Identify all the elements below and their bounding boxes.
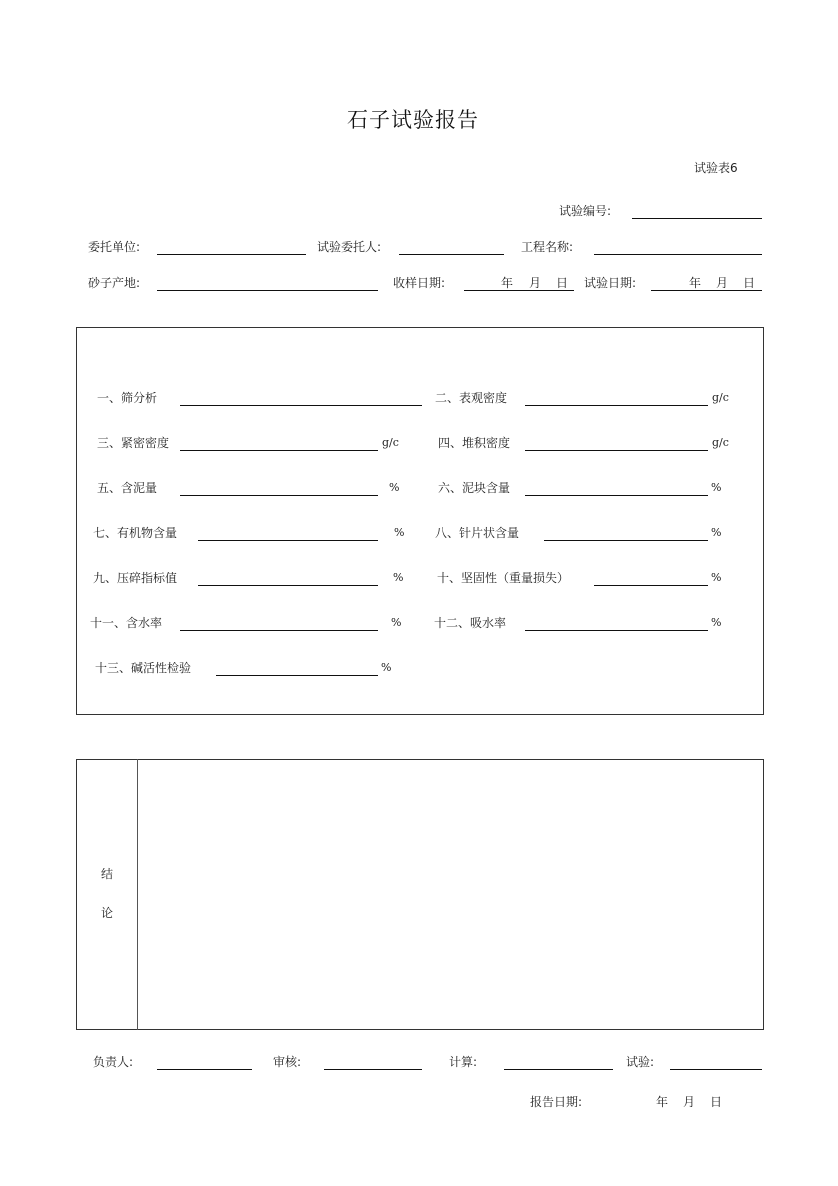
test-date-label: 试验日期: [584, 276, 637, 290]
test-unit-moisture-content: % [391, 616, 402, 629]
test-unit-apparent-density: g/c [712, 391, 729, 404]
test-no-field[interactable] [632, 218, 762, 219]
responsible-label: 负责人: [93, 1055, 134, 1069]
calculation-label: 计算: [449, 1055, 478, 1069]
test-label-apparent-density: 二、表观密度 [435, 391, 508, 405]
test-date-month: 月 [716, 276, 729, 290]
test-field-organic-content[interactable] [198, 540, 378, 541]
test-field-clay-lump[interactable] [525, 495, 708, 496]
test-label-clay-lump: 六、泥块含量 [438, 481, 511, 495]
sample-date-day: 日 [556, 276, 569, 290]
sample-date-label: 收样日期: [393, 276, 446, 290]
test-field-flaky-particles[interactable] [544, 540, 708, 541]
test-label-water-absorption: 十二、吸水率 [434, 616, 507, 630]
test-label-mud-content: 五、含泥量 [97, 481, 158, 495]
test-unit-soundness: % [711, 571, 722, 584]
test-label-compact-density: 三、紧密密度 [97, 436, 170, 450]
project-name-field[interactable] [594, 254, 762, 255]
reviewer-label: 审核: [273, 1055, 302, 1069]
calculation-field[interactable] [504, 1069, 613, 1070]
sand-origin-field[interactable] [157, 290, 378, 291]
reviewer-field[interactable] [324, 1069, 422, 1070]
conclusion-text-area[interactable] [140, 762, 760, 1026]
test-label-moisture-content: 十一、含水率 [90, 616, 163, 630]
test-unit-alkali-activity: % [381, 661, 392, 674]
test-date-day: 日 [743, 276, 756, 290]
tester-field[interactable] [670, 1069, 762, 1070]
sample-date-month: 月 [529, 276, 542, 290]
test-client-field[interactable] [399, 254, 504, 255]
test-field-crushing-index[interactable] [198, 585, 378, 586]
test-field-alkali-activity[interactable] [216, 675, 378, 676]
test-field-compact-density[interactable] [180, 450, 378, 451]
test-field-mud-content[interactable] [180, 495, 378, 496]
test-label-crushing-index: 九、压碎指标值 [93, 571, 178, 585]
test-label-sieve: 一、筛分析 [97, 391, 158, 405]
test-date-year: 年 [689, 276, 702, 290]
report-date-day: 日 [710, 1095, 723, 1109]
client-unit-field[interactable] [157, 254, 306, 255]
test-unit-flaky-particles: % [711, 526, 722, 539]
test-unit-clay-lump: % [711, 481, 722, 494]
client-unit-label: 委托单位: [88, 240, 141, 254]
report-date-label: 报告日期: [530, 1095, 583, 1109]
test-client-label: 试验委托人: [317, 240, 382, 254]
test-label-alkali-activity: 十三、碱活性检验 [95, 661, 192, 675]
test-unit-mud-content: % [389, 481, 400, 494]
test-field-soundness[interactable] [594, 585, 708, 586]
test-label-flaky-particles: 八、针片状含量 [435, 526, 520, 540]
test-label-soundness: 十、坚固性（重量损失） [437, 571, 570, 585]
page-title: 石子试验报告 [347, 108, 479, 132]
test-field-bulk-density[interactable] [525, 450, 708, 451]
test-unit-bulk-density: g/c [712, 436, 729, 449]
test-field-water-absorption[interactable] [525, 630, 708, 631]
test-field-sieve[interactable] [180, 405, 422, 406]
test-no-label: 试验编号: [559, 204, 612, 218]
test-unit-organic-content: % [394, 526, 405, 539]
test-field-moisture-content[interactable] [180, 630, 378, 631]
responsible-field[interactable] [157, 1069, 252, 1070]
sample-date-field[interactable] [464, 290, 574, 291]
report-date-month: 月 [683, 1095, 696, 1109]
test-label-organic-content: 七、有机物含量 [93, 526, 178, 540]
test-label-bulk-density: 四、堆积密度 [438, 436, 511, 450]
conclusion-divider [137, 759, 138, 1030]
conclusion-label-char-2: 论 [101, 906, 114, 920]
test-unit-water-absorption: % [711, 616, 722, 629]
tests-panel [76, 327, 764, 715]
conclusion-label-char-1: 结 [101, 867, 114, 881]
report-date-year: 年 [656, 1095, 669, 1109]
test-unit-compact-density: g/c [382, 436, 399, 449]
test-date-field[interactable] [651, 290, 762, 291]
sample-date-year: 年 [501, 276, 514, 290]
tester-label: 试验: [626, 1055, 655, 1069]
project-name-label: 工程名称: [521, 240, 574, 254]
sand-origin-label: 砂子产地: [88, 276, 141, 290]
test-field-apparent-density[interactable] [525, 405, 708, 406]
form-code: 试验表6 [694, 161, 738, 175]
test-unit-crushing-index: % [393, 571, 404, 584]
